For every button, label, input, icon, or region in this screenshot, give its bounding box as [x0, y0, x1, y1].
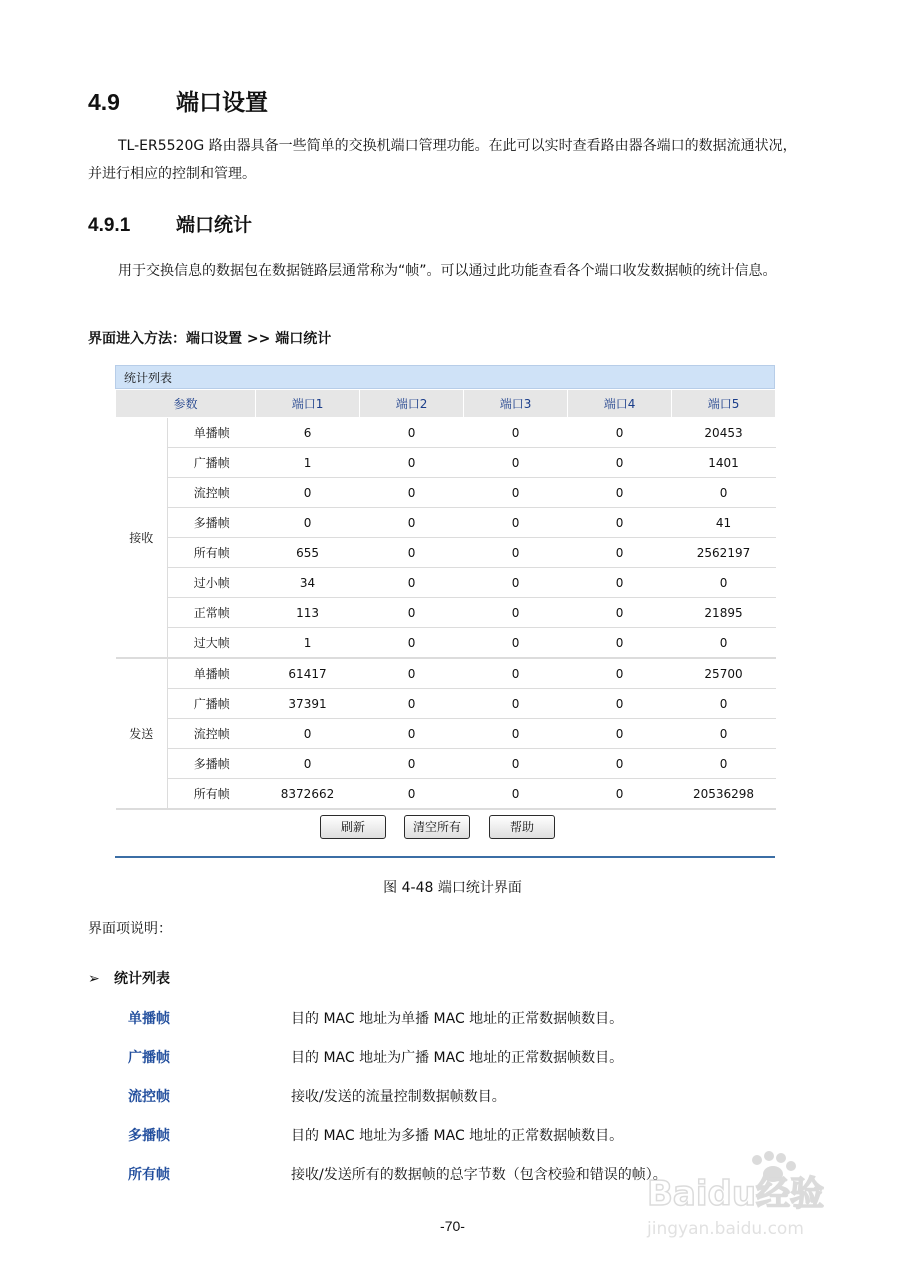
port-5-value-cell: 20453 [672, 418, 776, 448]
port-4-value-cell: 0 [568, 689, 672, 719]
port-3-value-cell: 0 [464, 538, 568, 568]
port-4-value-cell: 0 [568, 448, 672, 478]
table-row [116, 538, 776, 568]
port-2-value-cell: 0 [360, 448, 464, 478]
subsection-intro-paragraph: 用于交换信息的数据包在数据链路层通常称为“帧”。可以通过此功能查看各个端口收发数据帧的统计信息。 [118, 263, 777, 279]
section-heading [88, 84, 268, 117]
port-3-value-cell: 0 [464, 689, 568, 719]
table-row [116, 658, 776, 689]
port-5-value-cell: 0 [672, 478, 776, 508]
item-description: 接收/发送的流量控制数据帧数目。 [291, 1089, 506, 1105]
port-1-value-cell: 0 [256, 508, 360, 538]
port-4-value-cell: 0 [568, 418, 672, 448]
item-description: 接收/发送所有的数据帧的总字节数（包含校验和错误的帧）。 [291, 1167, 667, 1183]
page-number: -70- [440, 1218, 465, 1234]
port-1-value-cell: 1 [256, 628, 360, 659]
port-5-value-cell: 0 [672, 749, 776, 779]
port-5-value-cell: 0 [672, 689, 776, 719]
param-name-cell: 多播帧 [168, 749, 256, 779]
item-term: 广播帧 [128, 1050, 170, 1066]
param-name-cell: 单播帧 [168, 418, 256, 448]
refresh-button[interactable]: 刷新 [320, 815, 386, 839]
header-port-4: 端口4 [568, 390, 672, 418]
port-4-value-cell: 0 [568, 779, 672, 810]
port-4-value-cell: 0 [568, 719, 672, 749]
port-5-value-cell: 1401 [672, 448, 776, 478]
param-name-cell: 多播帧 [168, 508, 256, 538]
table-row [116, 689, 776, 719]
port-5-value-cell: 21895 [672, 598, 776, 628]
figure-caption: 图 4-48 端口统计界面 [383, 880, 522, 896]
description-item [128, 1086, 506, 1106]
param-name-cell: 过大帧 [168, 628, 256, 659]
port-1-value-cell: 0 [256, 749, 360, 779]
port-2-value-cell: 0 [360, 749, 464, 779]
port-5-value-cell: 0 [672, 568, 776, 598]
table-row [116, 598, 776, 628]
port-2-value-cell: 0 [360, 598, 464, 628]
port-3-value-cell: 0 [464, 779, 568, 810]
param-name-cell: 过小帧 [168, 568, 256, 598]
param-name-cell: 正常帧 [168, 598, 256, 628]
port-1-value-cell: 1 [256, 448, 360, 478]
description-item [128, 1164, 667, 1184]
item-term: 流控帧 [128, 1089, 170, 1105]
clear-all-button[interactable]: 清空所有 [404, 815, 470, 839]
item-description: 目的 MAC 地址为多播 MAC 地址的正常数据帧数目。 [291, 1128, 624, 1144]
bullet-label: 统计列表 [114, 971, 170, 987]
port-3-value-cell: 0 [464, 448, 568, 478]
port-3-value-cell: 0 [464, 628, 568, 659]
port-4-value-cell: 0 [568, 628, 672, 659]
header-port-2: 端口2 [360, 390, 464, 418]
header-port-3: 端口3 [464, 390, 568, 418]
item-term: 多播帧 [128, 1128, 170, 1144]
port-2-value-cell: 0 [360, 508, 464, 538]
port-4-value-cell: 0 [568, 538, 672, 568]
button-bar [115, 815, 775, 843]
port-4-value-cell: 0 [568, 749, 672, 779]
navigation-path: 界面进入方法：端口设置 >> 端口统计 [88, 331, 332, 347]
section-number: 4.9 [88, 89, 120, 115]
port-2-value-cell: 0 [360, 418, 464, 448]
port-3-value-cell: 0 [464, 719, 568, 749]
param-name-cell: 单播帧 [168, 658, 256, 689]
port-5-value-cell: 2562197 [672, 538, 776, 568]
port-1-value-cell: 655 [256, 538, 360, 568]
port-1-value-cell: 37391 [256, 689, 360, 719]
param-name-cell: 所有帧 [168, 538, 256, 568]
watermark-url: jingyan.baidu.com [647, 1219, 804, 1239]
port-2-value-cell: 0 [360, 538, 464, 568]
port-1-value-cell: 34 [256, 568, 360, 598]
table-header-row [116, 390, 776, 418]
port-5-value-cell: 0 [672, 628, 776, 659]
subsection-title: 端口统计 [176, 214, 253, 236]
arrow-bullet-icon: ➢ [88, 971, 100, 987]
table-row [116, 568, 776, 598]
table-row [116, 508, 776, 538]
subsection-number: 4.9.1 [88, 215, 131, 236]
param-name-cell: 流控帧 [168, 719, 256, 749]
port-1-value-cell: 61417 [256, 658, 360, 689]
table-row [116, 628, 776, 659]
port-1-value-cell: 6 [256, 418, 360, 448]
item-term: 所有帧 [128, 1167, 170, 1183]
item-description: 目的 MAC 地址为广播 MAC 地址的正常数据帧数目。 [291, 1050, 624, 1066]
port-5-value-cell: 0 [672, 719, 776, 749]
port-4-value-cell: 0 [568, 508, 672, 538]
port-1-value-cell: 113 [256, 598, 360, 628]
port-3-value-cell: 0 [464, 568, 568, 598]
port-4-value-cell: 0 [568, 658, 672, 689]
port-3-value-cell: 0 [464, 478, 568, 508]
header-port-1: 端口1 [256, 390, 360, 418]
port-3-value-cell: 0 [464, 598, 568, 628]
port-3-value-cell: 0 [464, 749, 568, 779]
divider [115, 856, 775, 858]
table-row [116, 779, 776, 810]
header-port-5: 端口5 [672, 390, 776, 418]
stats-table-body [116, 418, 776, 810]
port-1-value-cell: 0 [256, 478, 360, 508]
panel-title: 统计列表 [115, 365, 775, 389]
section-title: 端口设置 [176, 90, 268, 116]
port-5-value-cell: 41 [672, 508, 776, 538]
description-item [128, 1125, 623, 1145]
send-group-label: 发送 [116, 658, 168, 809]
subsection-heading [88, 210, 252, 237]
port-4-value-cell: 0 [568, 598, 672, 628]
port-4-value-cell: 0 [568, 478, 672, 508]
table-row [116, 448, 776, 478]
port-2-value-cell: 0 [360, 568, 464, 598]
stats-panel [115, 365, 775, 810]
port-2-value-cell: 0 [360, 719, 464, 749]
header-param: 参数 [116, 390, 256, 418]
item-description: 目的 MAC 地址为单播 MAC 地址的正常数据帧数目。 [291, 1011, 624, 1027]
table-row [116, 719, 776, 749]
help-button[interactable]: 帮助 [489, 815, 555, 839]
item-term: 单播帧 [128, 1011, 170, 1027]
port-5-value-cell: 25700 [672, 658, 776, 689]
port-3-value-cell: 0 [464, 508, 568, 538]
port-4-value-cell: 0 [568, 568, 672, 598]
param-name-cell: 广播帧 [168, 448, 256, 478]
port-1-value-cell: 8372662 [256, 779, 360, 810]
table-row [116, 478, 776, 508]
bullet-heading [88, 968, 170, 988]
param-name-cell: 所有帧 [168, 779, 256, 810]
description-item [128, 1008, 623, 1028]
port-2-value-cell: 0 [360, 658, 464, 689]
port-2-value-cell: 0 [360, 628, 464, 659]
table-row [116, 749, 776, 779]
receive-group-label: 接收 [116, 418, 168, 659]
description-title: 界面项说明： [88, 921, 172, 937]
port-2-value-cell: 0 [360, 779, 464, 810]
port-1-value-cell: 0 [256, 719, 360, 749]
watermark-brand: Baidu经验 [647, 1174, 825, 1214]
port-3-value-cell: 0 [464, 418, 568, 448]
table-row [116, 418, 776, 448]
port-3-value-cell: 0 [464, 658, 568, 689]
param-name-cell: 广播帧 [168, 689, 256, 719]
param-name-cell: 流控帧 [168, 478, 256, 508]
stats-table [115, 389, 776, 810]
port-5-value-cell: 20536298 [672, 779, 776, 810]
port-2-value-cell: 0 [360, 689, 464, 719]
port-2-value-cell: 0 [360, 478, 464, 508]
intro-paragraph: TL-ER5520G 路由器具备一些简单的交换机端口管理功能。在此可以实时查看路由器各端口的数据流通状况，并进行相应的控制和管理。 [88, 138, 797, 182]
description-item [128, 1047, 623, 1067]
